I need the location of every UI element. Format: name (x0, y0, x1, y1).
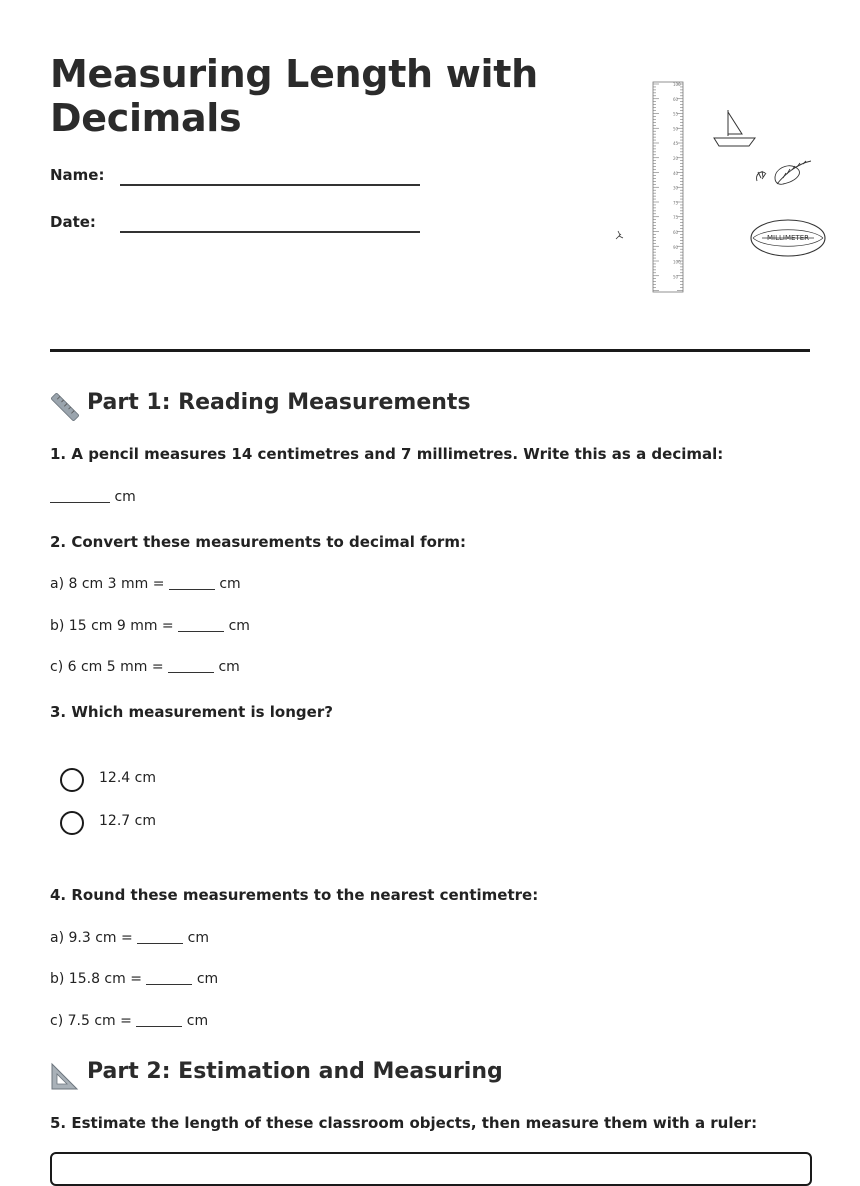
part-1-heading (50, 390, 810, 422)
leaf-icon (757, 171, 766, 181)
date-input-line[interactable] (120, 231, 420, 233)
unit-label: cm (219, 576, 241, 592)
ruler-tick-label: 50 (673, 274, 679, 280)
ruler-tick-label: 75 (673, 215, 679, 221)
q2-item-b (50, 616, 250, 634)
worksheet-page (50, 0, 810, 1161)
name-label: Name: (50, 166, 105, 184)
question-3: 3. Which measurement is longer? (50, 703, 333, 721)
ruler-tick-label: 90 (673, 244, 679, 250)
unit-label: cm (187, 930, 209, 946)
answer-blank[interactable] (136, 1011, 182, 1027)
unit-label: cm (218, 659, 240, 675)
unit-label: cm (186, 1013, 209, 1029)
ruler-tick-label: 100 (673, 82, 681, 87)
ruler-tick-label: 75 (673, 200, 679, 206)
radio-label: 12.4 cm (99, 770, 156, 786)
answer-blank[interactable] (50, 487, 110, 503)
q4-item-b-label: b) 15.8 cm = (50, 971, 142, 987)
ruler-tick-label: 30 (673, 185, 679, 191)
question-4: 4. Round these measurements to the nearest centimetre: (50, 886, 539, 904)
q4-item-b (50, 969, 218, 987)
football-label: MILLIMETER (767, 234, 809, 242)
worksheet-title (50, 52, 570, 140)
ruler-tick-label: 20 (673, 156, 679, 161)
date-label: Date: (50, 213, 96, 231)
answer-blank[interactable] (178, 616, 224, 632)
q4-item-c (50, 1011, 208, 1029)
ruler-tick-label: 45 (673, 141, 679, 147)
question-1: 1. A pencil measures 14 centimetres and 7 millimetres. Write this as a decimal: (50, 445, 724, 463)
title-line-2: Decimals (50, 96, 242, 140)
header-divider (50, 349, 810, 352)
name-input-line[interactable] (120, 184, 420, 186)
feather-football-icon (775, 161, 811, 184)
part-2-title: Part 2: Estimation and Measuring (87, 1059, 503, 1084)
unit-label: cm (196, 971, 219, 987)
football-icon (751, 220, 825, 256)
q4-item-a-label: a) 9.3 cm = (50, 930, 133, 946)
q3-option-1[interactable] (60, 768, 260, 794)
q4-item-a (50, 928, 209, 946)
answer-blank[interactable] (168, 657, 214, 673)
estimation-table (50, 1152, 812, 1186)
q2-item-a (50, 574, 241, 592)
radio-button[interactable] (60, 768, 84, 792)
part-1-title: Part 1: Reading Measurements (87, 390, 471, 415)
name-field-row (50, 166, 430, 196)
q3-option-2[interactable] (60, 811, 260, 837)
set-square-icon (50, 1061, 80, 1091)
vertical-ruler-icon (653, 82, 683, 292)
ruler-tick-label: 50 (673, 126, 679, 132)
part-2-heading (50, 1059, 810, 1091)
ruler-tick-label: 55 (673, 111, 679, 117)
answer-line-1 (50, 487, 136, 505)
radio-label: 12.7 cm (99, 813, 156, 829)
q2-item-c-label: c) 6 cm 5 mm = (50, 659, 164, 675)
question-5: 5. Estimate the length of these classroom objects, then measure them with a ruler: (50, 1114, 758, 1132)
answer-blank[interactable] (146, 969, 192, 985)
measuring-illustration (615, 78, 809, 298)
sailboat-icon (714, 110, 755, 146)
answer-blank[interactable] (169, 574, 215, 590)
q2-item-b-label: b) 15 cm 9 mm = (50, 618, 174, 634)
ruler-tick-label: 60 (673, 230, 679, 235)
ruler-tick-label: 100 (673, 259, 681, 265)
unit-label: cm (114, 489, 136, 505)
title-line-1: Measuring Length with (50, 52, 538, 96)
date-field-row (50, 213, 430, 243)
answer-blank[interactable] (137, 928, 183, 944)
question-2: 2. Convert these measurements to decimal form: (50, 533, 466, 551)
radio-button[interactable] (60, 811, 84, 835)
sprig-icon (616, 231, 623, 239)
ruler-icon (50, 392, 80, 422)
ruler-tick-label: 40 (673, 170, 679, 176)
q4-item-c-label: c) 7.5 cm = (50, 1013, 132, 1029)
unit-label: cm (228, 618, 250, 634)
q2-item-a-label: a) 8 cm 3 mm = (50, 576, 165, 592)
ruler-tick-label: 60 (673, 96, 679, 102)
q2-item-c (50, 657, 240, 675)
